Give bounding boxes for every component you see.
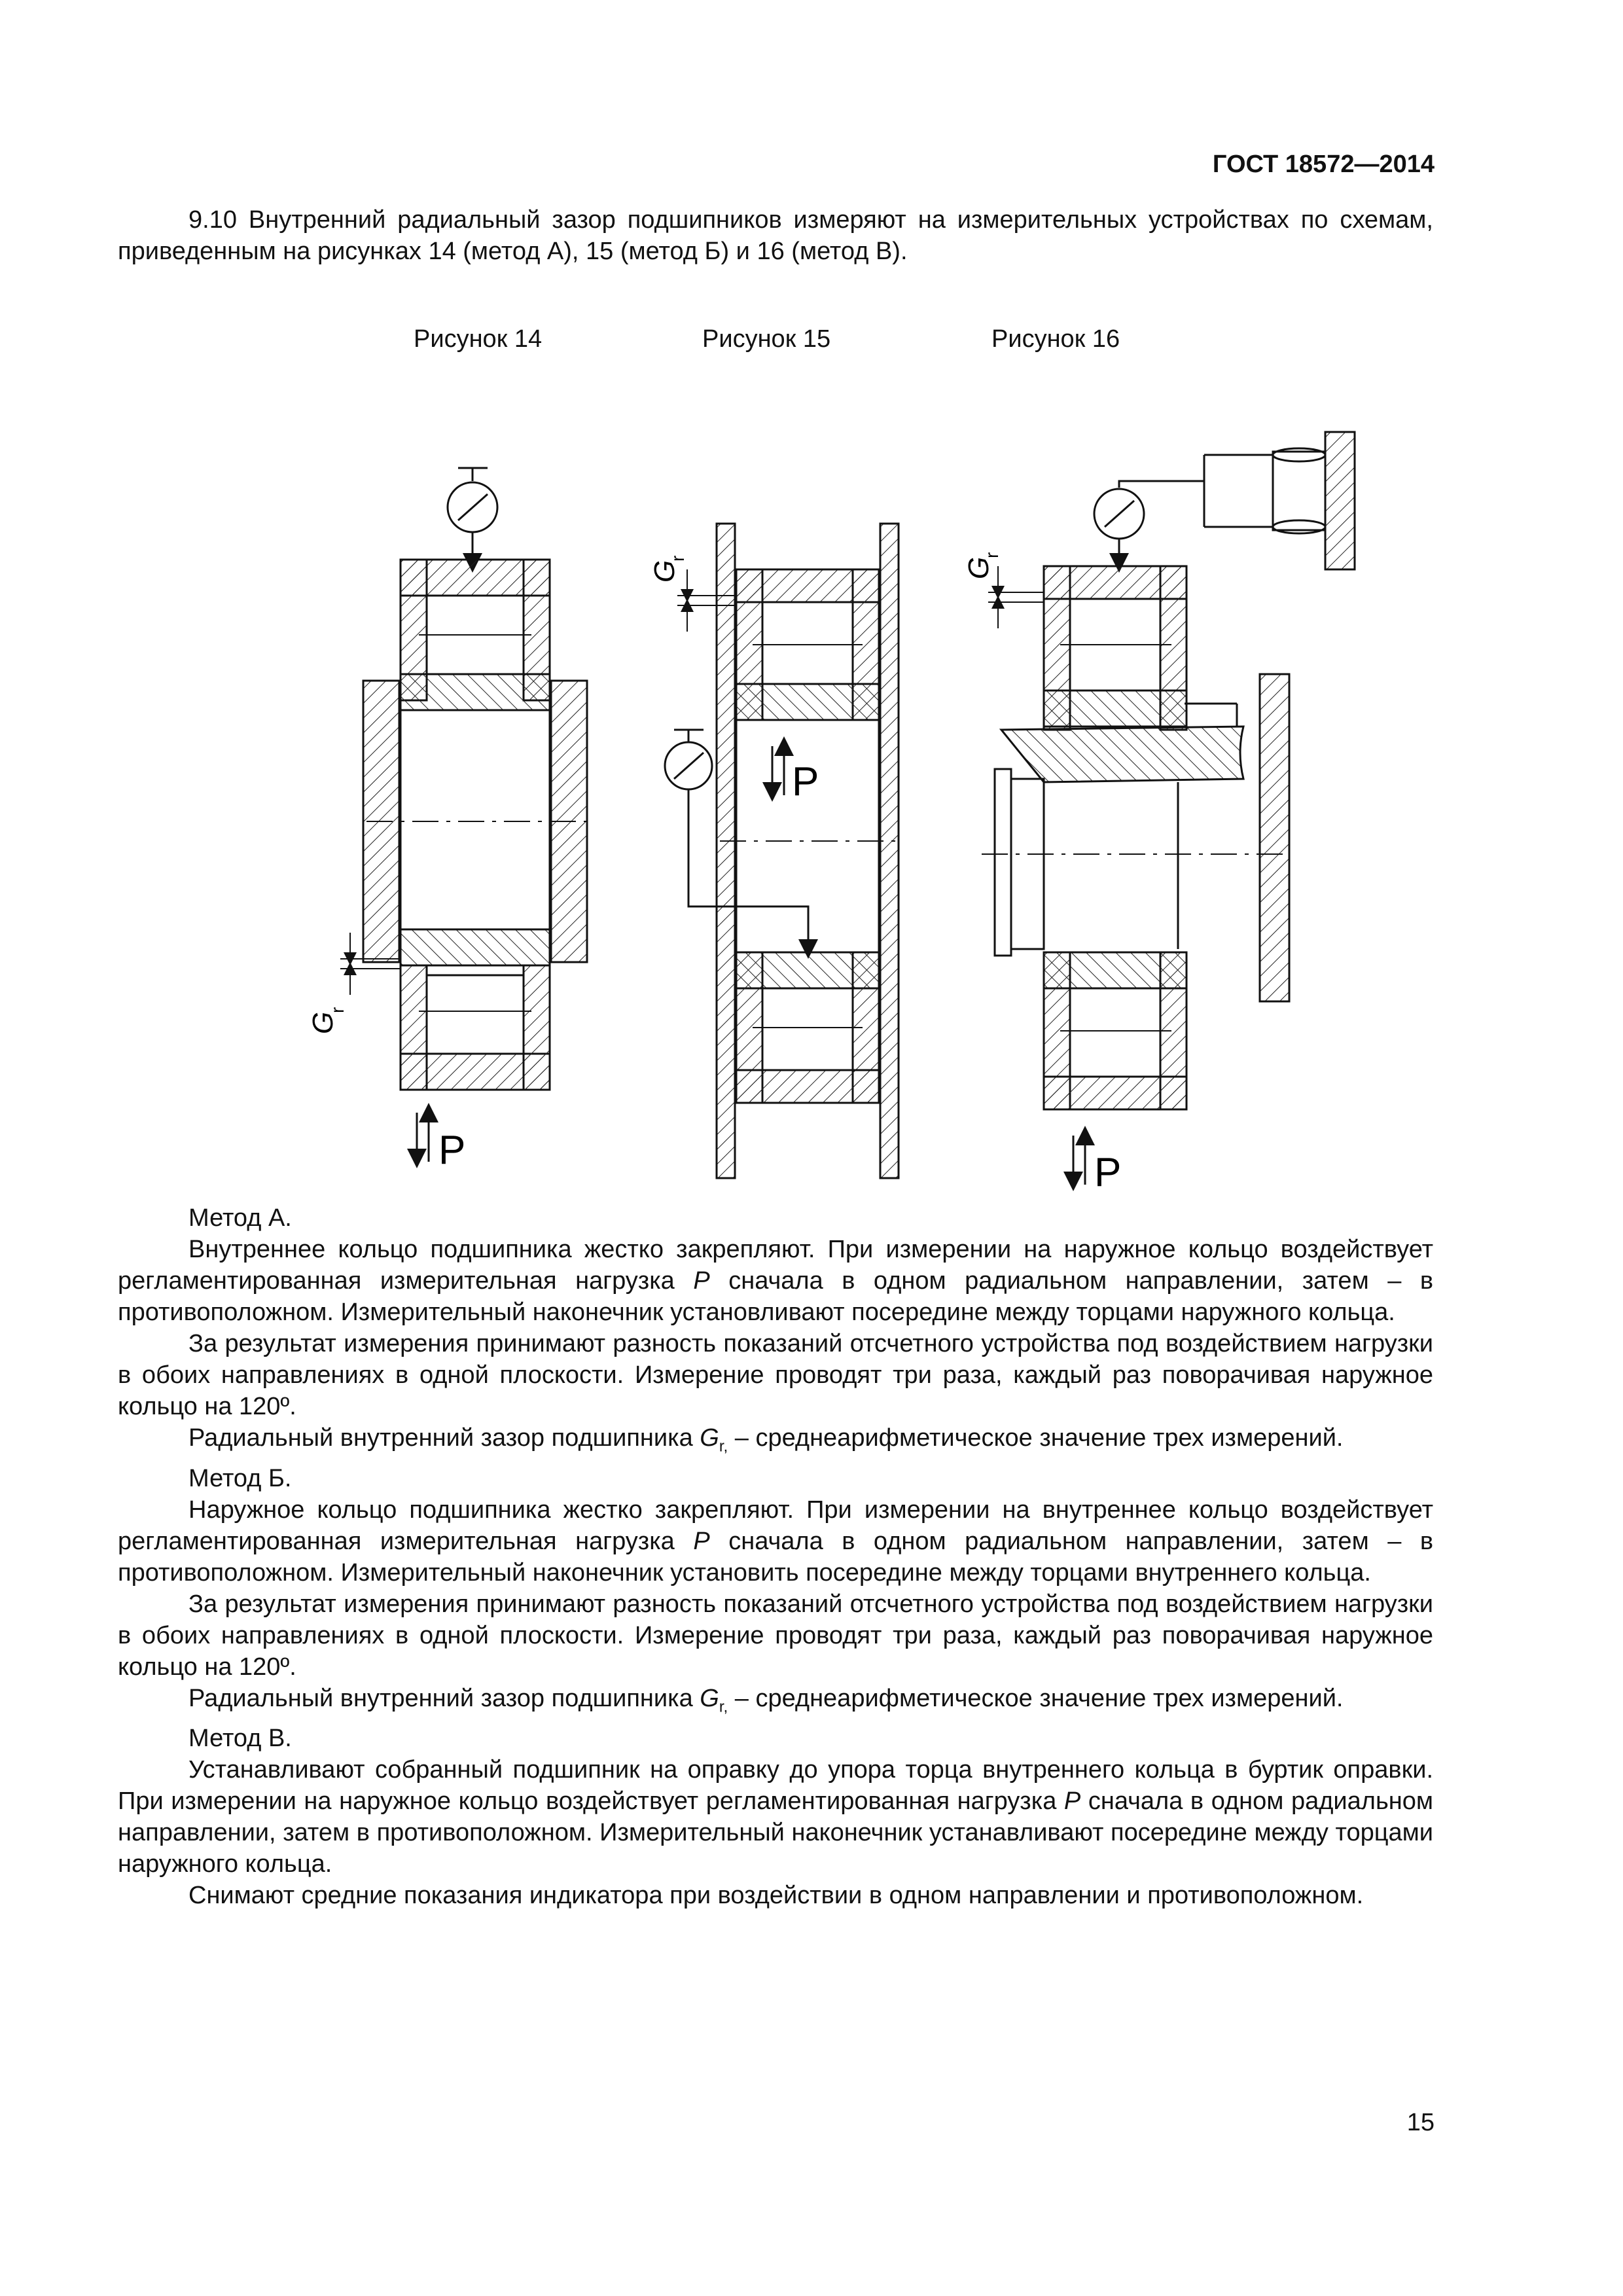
fig14-gap-subscript: r	[327, 1007, 348, 1013]
method-b-paragraph-3: Радиальный внутренний зазор подшипника $G_{r,}$ – среднеарифметическое значение трех измерений.	[188, 1684, 1344, 1716]
figure-14-drawing	[340, 468, 589, 1162]
method-a-paragraph-1: Внутреннее кольцо подшипника жестко закрепляют. При измерении на наружное кольцо воздействует регламентированная измерительная нагрузка P сначала в одном радиальном направлении, затем – в противоположном. Измерительный наконечник установливают посередине между торцами наружного кольца.	[118, 1236, 1434, 1326]
method-b-title: Метод Б.	[188, 1464, 292, 1492]
figure-16-drawing	[982, 432, 1355, 1185]
fig16-gap-label: G	[963, 556, 995, 579]
method-a-paragraph-3: Радиальный внутренний зазор подшипника $G_{r,}$ – среднеарифметическое значение трех измерений.	[188, 1424, 1344, 1456]
method-b-paragraph-2: За результат измерения принимают разность показаний отсчетного устройства под воздействием нагрузки в обоих направлениях в одной плоскости. Измерение проводят три раза, каждый раз поворачивая наружное кольцо на 120º.	[118, 1590, 1433, 1681]
fig16-gap-subscript: r	[982, 552, 1002, 558]
method-v-paragraph-1: Устанавливают собранный подшипник на оправку до упора торца внутреннего кольца в буртик оправки. При измерении на наружное кольцо воздействует регламентированная нагрузка P сначала в одном радиальном направлении, затем в противоположном. Измерительный наконечник устанавливают посередине между торцами наружного кольца.	[118, 1756, 1433, 1878]
intro-paragraph: 9.10 Внутренний радиальный зазор подшипников измеряют на измерительных устройствах по схемам, приведенным на рисунках 14 (метод А), 15 (метод Б) и 16 (метод В).	[118, 206, 1433, 265]
methods-text	[118, 1202, 1433, 1911]
fig14-gap-label: G	[307, 1011, 339, 1034]
method-v-title: Метод В.	[188, 1725, 292, 1753]
fig15-load-label: P	[792, 759, 819, 804]
fig16-load-label: P	[1094, 1150, 1122, 1195]
dial-indicator-icon	[1094, 481, 1204, 563]
method-a-paragraph-2: За результат измерения принимают разность показаний отсчетного устройства под воздействием нагрузки в обоих направлениях в одной плоскости. Измерение проводят три раза, каждый раз поворачивая наружное кольцо на 120º.	[118, 1330, 1433, 1420]
figure-16-caption: Рисунок 16	[991, 325, 1120, 353]
fig15-gap-label: G	[649, 560, 681, 583]
figure-14-caption: Рисунок 14	[414, 325, 543, 353]
page-number: 15	[1406, 2109, 1435, 2136]
figure-15-caption: Рисунок 15	[702, 325, 831, 353]
document-code: ГОСТ 18572—2014	[1212, 151, 1435, 178]
method-v-paragraph-2: Снимают средние показания индикатора при воздействии в одном направлении и противоположном.	[188, 1882, 1364, 1910]
method-b-paragraph-1: Наружное кольцо подшипника жестко закрепляют. При измерении на внутреннее кольцо воздействует регламентированная измерительная нагрузка P сначала в одном радиальном направлении, затем – в противоположном. Измерительный наконечник установить посередине между торцами внутреннего кольца.	[118, 1496, 1434, 1587]
fig15-gap-subscript: r	[668, 555, 688, 562]
fig14-load-label: P	[438, 1128, 466, 1173]
dial-indicator-icon	[448, 468, 497, 563]
method-a-title: Метод А.	[188, 1204, 292, 1232]
figure-15-drawing	[665, 524, 899, 1178]
